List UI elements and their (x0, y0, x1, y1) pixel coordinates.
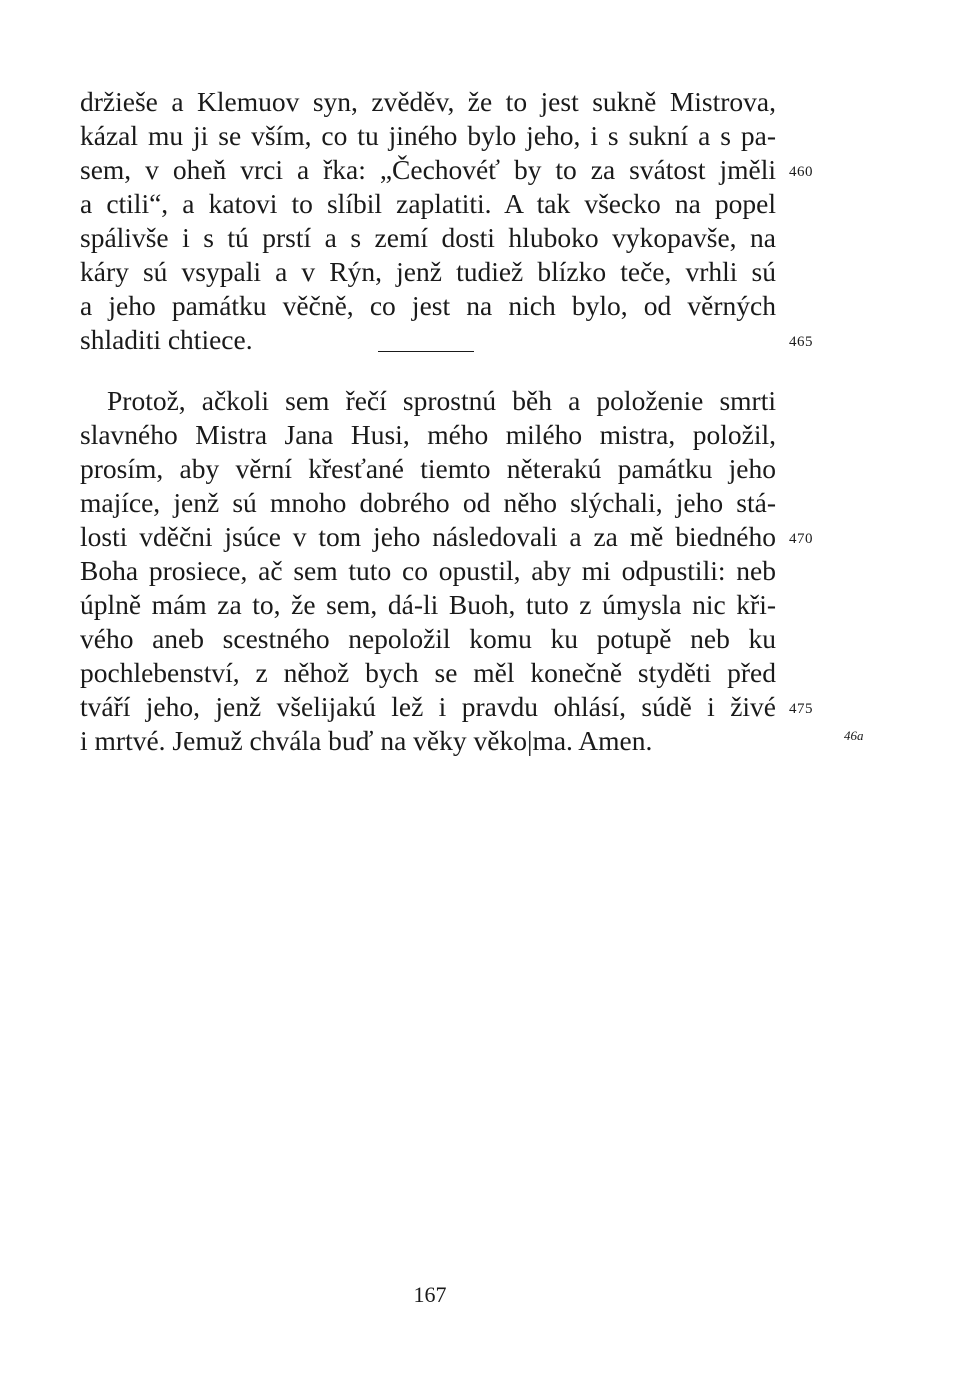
text-line: slavného Mistra Jana Husi, mého milého mistra, položil, (80, 419, 776, 450)
text-line: Boha prosiece, ač sem tuto co opustil, aby mi odpustili: neb (80, 555, 776, 586)
text-line: i mrtvé. Jemuž chvála buď na věky věko|ma. Amen. (80, 725, 653, 756)
text-line: tváří jeho, jenž všelijakú lež i pravdu ohlásí, súdě i živé (80, 691, 776, 722)
text-line: a ctili“, a katovi to slíbil zaplatiti. A tak všecko na popel (80, 188, 776, 219)
text-line: majíce, jenž sú mnoho dobrého od něho slýchali, jeho stá- (80, 487, 776, 518)
text-line: káry sú vsypali a v Rýn, jenž tudiež blízko teče, vrhli sú (80, 256, 776, 287)
folio-reference: 46a (844, 728, 864, 743)
page-number: 167 (413, 1282, 447, 1307)
section-divider (378, 351, 474, 352)
text-line: vého aneb scestného nepoložil komu ku potupě neb ku (80, 623, 776, 654)
text-line: kázal mu ji se vším, co tu jiného bylo jeho, i s sukní a s pa- (80, 120, 776, 151)
text-line: sem, v oheň vrci a řka: „Čechovéť by to za svátost jměli (80, 154, 776, 185)
text-line: prosím, aby věrní křesťané tiemto něterakú památku jeho (80, 453, 776, 484)
text-line: úplně mám za to, že sem, dá-li Buoh, tuto z úmysla nic kři- (80, 589, 776, 620)
text-line: spálivše i s tú prstí a s zemí dosti hluboko vykopavše, na (80, 222, 776, 253)
line-number: 470 (789, 531, 813, 547)
line-number: 460 (789, 164, 813, 180)
line-number: 475 (789, 701, 813, 717)
line-number: 465 (789, 334, 813, 350)
text-line: shladiti chtiece. (80, 324, 253, 355)
text-line: Protož, ačkoli sem řečí sprostnú běh a položenie smrti (107, 385, 776, 416)
text-line: losti vděčni jsúce v tom jeho následovali a za mě biedného (80, 521, 776, 552)
text-line: pochlebenství, z něhož bych se měl konečně styděti před (80, 657, 776, 688)
text-line: a jeho památku věčně, co jest na nich bylo, od věrných (80, 290, 776, 321)
text-line: držieše a Klemuov syn, zvěděv, že to jest sukně Mistrova, (80, 86, 776, 117)
